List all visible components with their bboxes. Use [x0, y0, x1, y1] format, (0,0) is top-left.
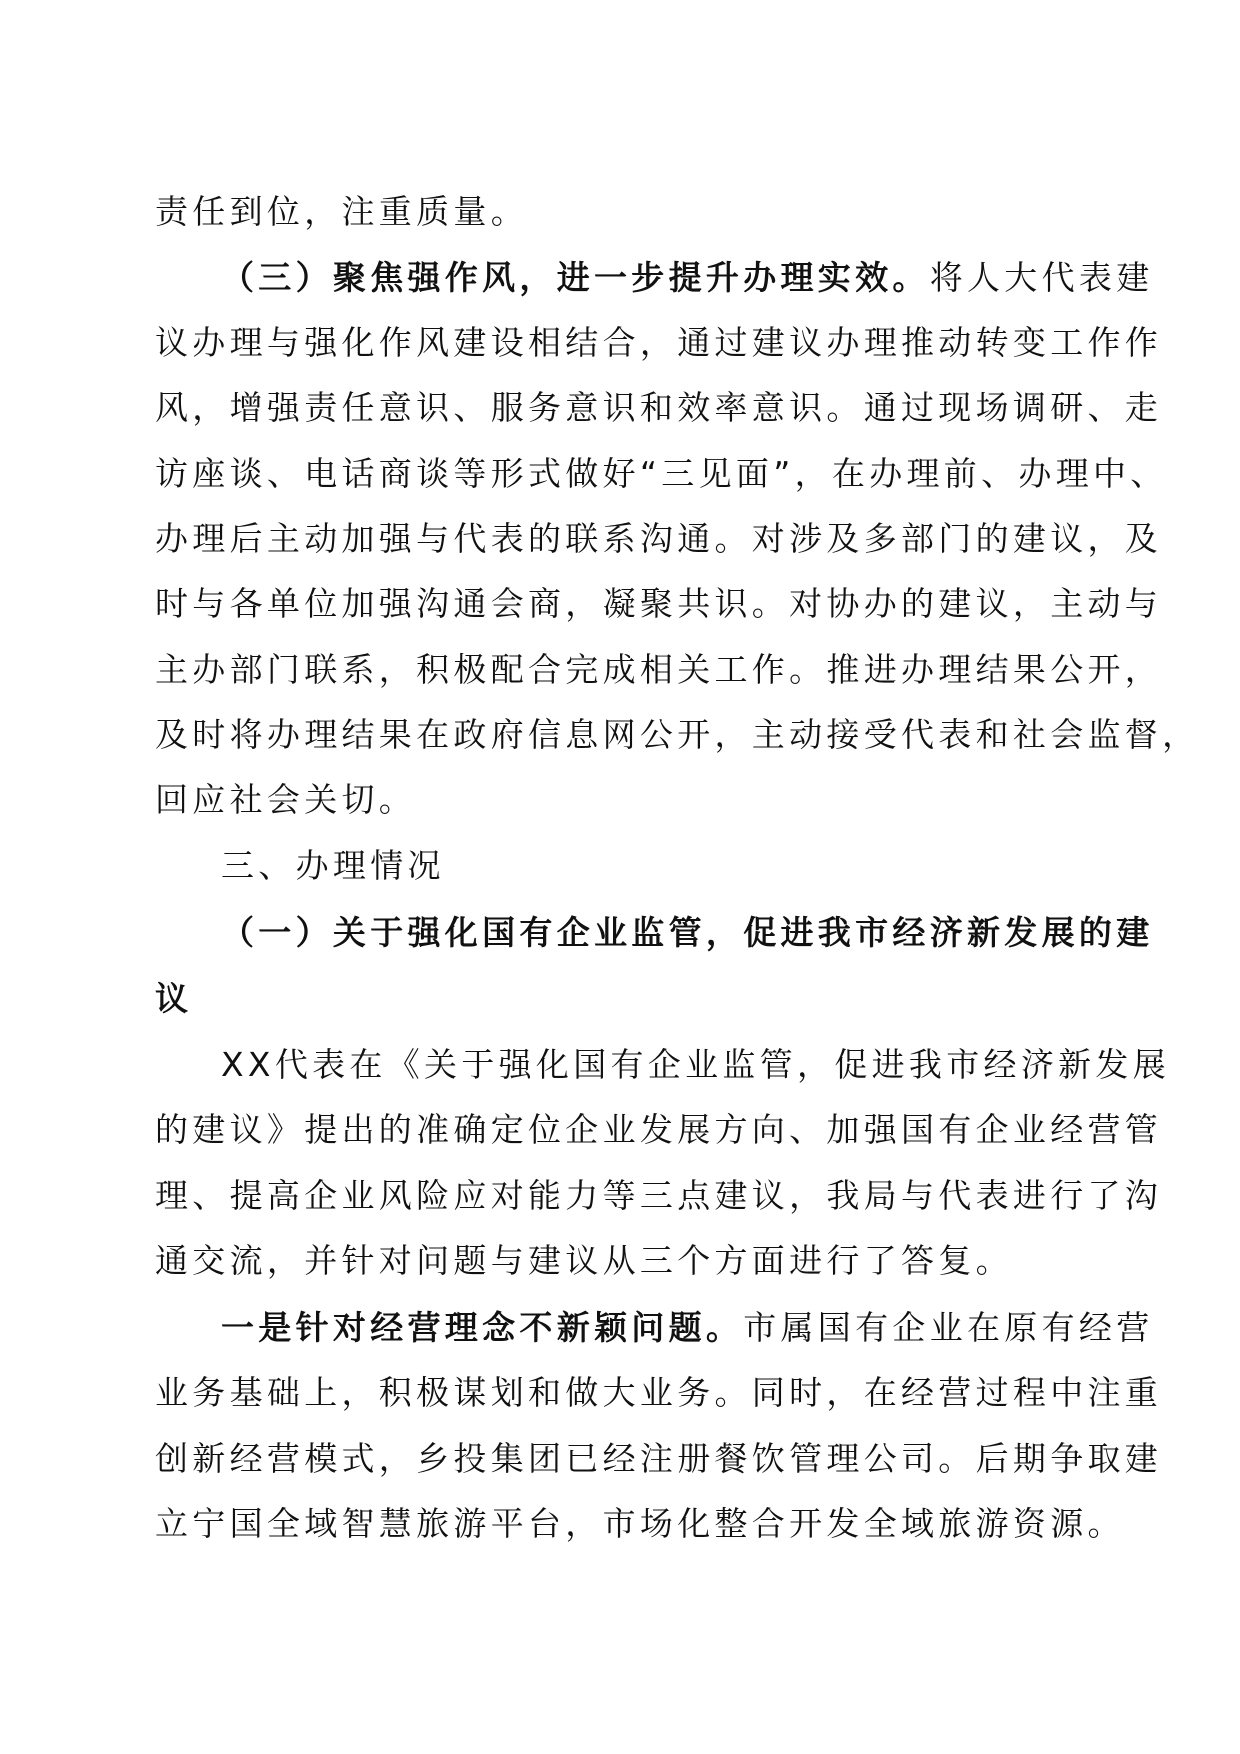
line-text: 理、提高企业风险应对能力等三点建议，我局与代表进行了沟 — [155, 1176, 1163, 1215]
paragraph-line — [155, 1166, 1163, 1226]
line-text: 三、办理情况 — [221, 846, 445, 885]
heading-text: （一）关于强化国有企业监管，促进我市经济新发展的建 — [221, 913, 1154, 952]
paragraph-line — [221, 1035, 1171, 1095]
paragraph-line — [155, 640, 1163, 700]
paragraph-line — [155, 1363, 1163, 1423]
paragraph-line — [155, 182, 1085, 242]
point-heading-1 — [221, 1298, 1154, 1358]
line-text: 办理后主动加强与代表的联系沟通。对涉及多部门的建议，及 — [155, 519, 1163, 558]
section-title — [221, 836, 1085, 896]
line-text: 的建议》提出的准确定位企业发展方向、加强国有企业经营管 — [155, 1110, 1163, 1149]
line-text: 时与各单位加强沟通会商，凝聚共识。对协办的建议，主动与 — [155, 584, 1163, 623]
heading-text: （三）聚焦强作风，进一步提升办理实效。 — [221, 258, 930, 297]
line-text: 议办理与强化作风建设相结合，通过建议办理推动转变工作作 — [155, 323, 1163, 362]
line-prefix: XX — [221, 1045, 275, 1084]
line-text: 代表在《关于强化国有企业监管，促进我市经济新发展 — [274, 1045, 1171, 1084]
line-text: 风，增强责任意识、服务意识和效率意识。通过现场调研、走 — [155, 388, 1163, 427]
paragraph-line — [155, 313, 1163, 373]
paragraph-line — [155, 770, 1085, 830]
line-text: 通交流，并针对问题与建议从三个方面进行了答复。 — [155, 1241, 1013, 1280]
subsection-heading-1-continued — [155, 969, 1085, 1029]
line-text: 责任到位，注重质量。 — [155, 192, 528, 231]
heading-text: 议 — [155, 979, 193, 1018]
subsection-heading-1 — [221, 903, 1154, 963]
paragraph-line — [155, 444, 1168, 504]
paragraph-line — [155, 378, 1163, 438]
line-text: 立宁国全域智慧旅游平台，市场化整合开发全域旅游资源。 — [155, 1504, 1125, 1543]
paragraph-line — [155, 1100, 1163, 1160]
paragraph-line — [155, 705, 1200, 765]
paragraph-line — [155, 1494, 1125, 1554]
line-text: 及时将办理结果在政府信息网公开，主动接受代表和社会监督， — [155, 715, 1200, 754]
line-text: 创新经营模式，乡投集团已经注册餐饮管理公司。后期争取建 — [155, 1439, 1163, 1478]
line-text: 访座谈、电话商谈等形式做好“三见面”，在办理前、办理中、 — [155, 454, 1168, 493]
paragraph-line — [155, 574, 1163, 634]
paragraph-line — [155, 509, 1163, 569]
paragraph-line — [155, 1429, 1163, 1489]
section-heading-3 — [221, 248, 1154, 308]
line-text: 将人大代表建 — [929, 258, 1154, 297]
line-text: 市属国有企业在原有经营 — [743, 1308, 1154, 1347]
line-text: 回应社会关切。 — [155, 780, 417, 819]
paragraph-line — [155, 1231, 1085, 1291]
line-text: 主办部门联系，积极配合完成相关工作。推进办理结果公开， — [155, 650, 1163, 689]
heading-text: 一是针对经营理念不新颖问题。 — [221, 1308, 744, 1347]
line-text: 业务基础上，积极谋划和做大业务。同时，在经营过程中注重 — [155, 1373, 1163, 1412]
